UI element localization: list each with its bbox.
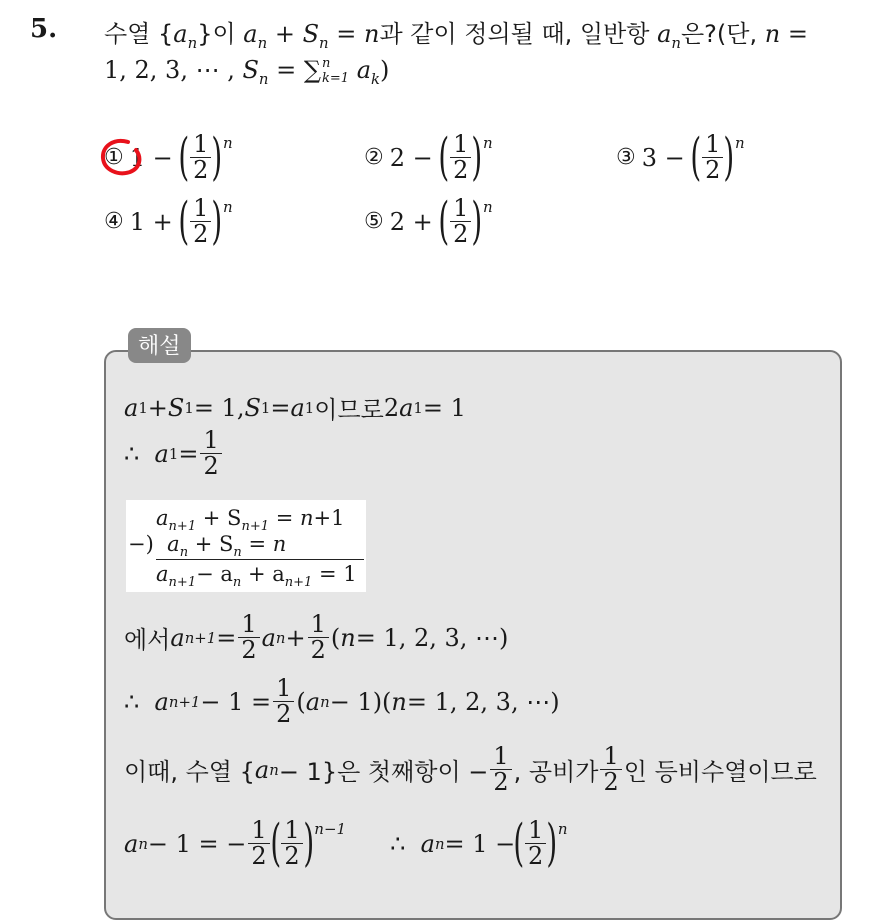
answer-choice-5[interactable]: ⑤ 2 + ( $\frac{1}{2}$ ) n [364,191,493,251]
choice-base: 2 [389,207,406,236]
choice-exponent: n [735,134,745,152]
choice-exponent: n [483,198,493,216]
choice-operator: − [152,143,173,172]
answer-choice-4[interactable]: ④ 1 + ( $\frac{1}{2}$ ) n [104,191,233,251]
choice-operator: + [412,207,433,236]
choice-numerator: 1 [705,130,721,158]
choice-operator: + [152,207,173,236]
answer-choice-2[interactable]: ② 2 − ( $\frac{1}{2}$ ) n [364,127,493,187]
question-number: 5. [30,14,58,44]
choice-denominator: 2 [190,157,211,183]
question-text-line2: 1, 2, 3, ⋯ , $S_n$ = ∑ n k=1 $a_k$) [104,56,390,88]
choice-exponent: n [223,134,233,152]
choice-exponent: n [223,198,233,216]
choice-number: ② [364,145,384,171]
choice-denominator: 2 [450,221,471,247]
solution-line2: ∴ a 1 = $\frac{1}{2}$ [124,428,224,479]
solution-line3: 에서 a n+1 = $\frac{1}{2}$ a n + $\frac{1}{2}$ ( n = 1, 2, 3, ⋯) [124,610,509,665]
choice-base: 1 [129,207,146,236]
question-text-line1: 수열 $\{a_n\}$이 $a_n + S_n = n$과 같이 정의될 때, 일반항 $a_n$은?(단, n = [104,20,808,52]
answer-choice-3[interactable]: ③ 3 − ( $\frac{1}{2}$ ) n [616,127,745,187]
choice-number: ③ [616,145,636,171]
choice-numerator: 1 [193,130,209,158]
solution-line5: 이때, 수열 { a n − 1}은 첫째항이 − $\frac{1}{2}$ , 공비가 $\frac{1}{2}$ 인 등비수열이므로 [124,742,817,797]
calc-underline [156,559,364,560]
calc-row3: $a_{n+1}- a_n + a_{n+1} = 1$ [156,562,357,591]
solution-line4: ∴ a n+1 − 1 = $\frac{1}{2}$ ( a n − 1)( n = 1, 2, 3, ⋯) [124,674,560,729]
choice-denominator: 2 [190,221,211,247]
solution-line1: a 1 + S 1 = 1, S 1 = a 1 이므로 2 a 1 = 1 [124,393,466,424]
calc-row2: −) $a_n + S_n = n$ [128,532,287,561]
selection-mark-icon [98,136,148,180]
subtraction-calculation [126,500,366,592]
choice-operator: − [664,143,685,172]
choice-numerator: 1 [193,194,209,222]
choice-base: 3 [641,143,658,172]
choice-numerator: 1 [453,194,469,222]
choice-denominator: 2 [702,157,723,183]
choice-denominator: 2 [450,157,471,183]
solution-tag: 해설 [128,328,191,363]
choice-base: 2 [389,143,406,172]
choice-number: ⑤ [364,209,384,235]
choice-exponent: n [483,134,493,152]
answer-choice-1[interactable]: ① 1 − ( $\frac{1}{2}$ ) n [104,127,233,187]
choice-numerator: 1 [453,130,469,158]
choice-operator: − [412,143,433,172]
choice-number: ④ [104,209,124,235]
calc-row1: $a_{n+1} + S_{n+1} = n+1$ [156,506,345,535]
choice-base: 1 [129,143,146,172]
choice-number: ① [104,145,124,171]
solution-line6: a n − 1 = − $\frac{1}{2}$ ( $\frac{1}{2}$ ) n−1 ∴ a n = 1 − ( $\frac{1}{2}$ ) n [124,813,568,873]
